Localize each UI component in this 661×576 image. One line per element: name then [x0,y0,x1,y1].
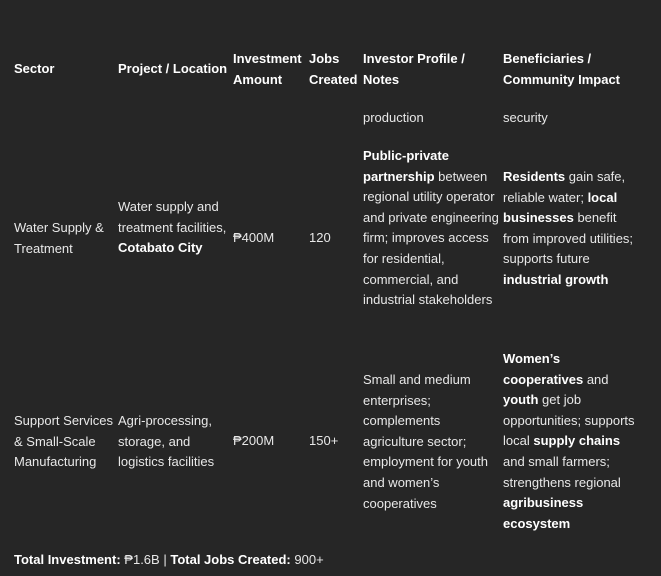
partial-investor-text: production [363,110,424,125]
project-text: Water supply and treatment facilities, [118,199,227,235]
partial-beneficiaries-text: security [503,110,548,125]
header-investment: Investment Amount [233,51,302,87]
table-row-water-jobs: 120 [309,230,331,245]
table-row-water-investment: ₱400M [233,230,275,245]
investor-rest: between regional utility operator and private engineering firm; improves access for residential, commercial, and industrial stakeholders [363,168,499,308]
totals-summary [14,550,324,571]
ben-text: benefit from improved utilities; supports future [503,210,634,267]
total-investment-value: ₱1.6B [124,552,160,567]
ben-bold: supply chains [533,433,621,449]
ben-text: and [586,371,609,387]
ben-text: and small farmers; strengthens regional [503,453,621,490]
table-row-support-beneficiaries [503,349,639,534]
project-location: Cotabato City [118,240,203,256]
table-row-water-sector: Water Supply & Treatment [14,220,104,256]
total-investment-label: Total Investment: [14,552,121,567]
table-row-support-investment: ₱200M [233,433,275,448]
ben-text: gain safe, reliable water; [503,169,626,205]
table-row-support-project: Agri-processing, storage, and logistics facilities [118,413,215,470]
table-row-support-sector: Support Services & Small-Scale Manufacturing [14,413,113,470]
ben-bold: industrial growth [503,271,609,287]
header-jobs: Jobs Created [309,51,358,87]
table-row-support-jobs: 150+ [309,433,339,448]
ben-text: get job opportunities; supports local [503,392,635,449]
header-sector: Sector [14,61,55,76]
total-jobs-value: 900+ [294,552,324,567]
ben-bold: local businesses [503,189,618,226]
ben-bold: youth [503,392,539,408]
investor-bold: Public-private partnership [363,148,449,184]
ben-bold: Women’s cooperatives [503,351,584,387]
total-jobs-label: Total Jobs Created: [170,552,291,567]
table-row-support-investor: Small and medium enterprises; complements agriculture sector; employment for youth and women’s cooperatives [363,372,489,511]
header-beneficiaries: Beneficiaries / Community Impact [503,51,621,87]
ben-bold: Residents [503,169,566,184]
table-row-water-project [118,197,230,259]
table-row-water-beneficiaries [503,167,638,291]
ben-bold: agribusiness ecosystem [503,495,584,531]
header-investor: Investor Profile / Notes [363,51,465,87]
header-project: Project / Location [118,61,228,76]
table-row-water-investor [363,146,503,311]
totals-separator: | [163,552,167,567]
